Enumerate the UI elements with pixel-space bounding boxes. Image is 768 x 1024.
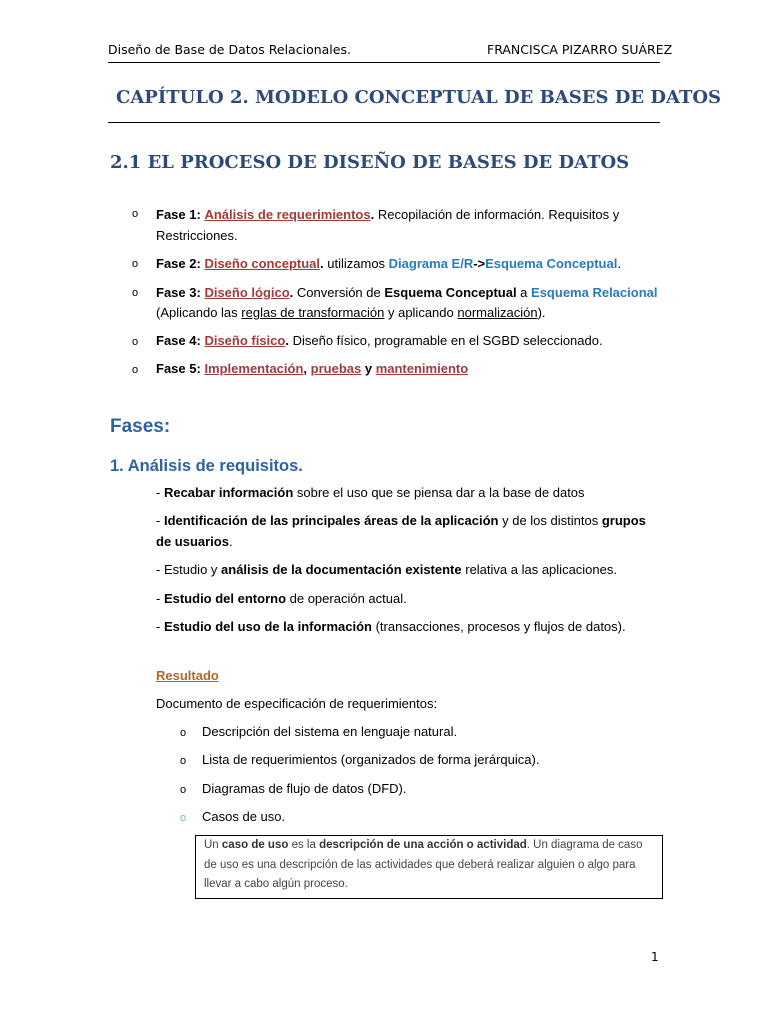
chapter-title: CAPÍTULO 2. MODELO CONCEPTUAL DE BASES DE DATOS — [116, 87, 722, 108]
item-identificacion-line2: de usuarios. — [156, 534, 233, 549]
phase-5-link-mantenimiento[interactable]: mantenimiento — [375, 361, 469, 376]
phase-2: Fase 2: Diseño conceptual. utilizamos Diagrama E/R->Esquema Conceptual. — [156, 256, 621, 271]
item-identificacion: - Identificación de las principales áreas de la aplicación y de los distintos grupos — [156, 513, 646, 528]
bullet-icon: o — [132, 364, 139, 376]
bullet-icon: o — [132, 336, 139, 348]
bullet-icon: o — [180, 812, 187, 824]
note-line-1: Un caso de uso es la descripción de una acción o actividad. Un diagrama de caso — [204, 839, 643, 851]
phase-3-line2: (Aplicando las reglas de transformación y aplicando normalización). — [156, 305, 546, 320]
item-estudio-entorno: - Estudio del entorno de operación actual. — [156, 591, 407, 606]
phase-3: Fase 3: Diseño lógico. Conversión de Esquema Conceptual a Esquema Relacional — [156, 285, 658, 300]
resultado-title: Resultado — [156, 668, 219, 683]
bullet-icon: o — [180, 755, 187, 767]
page-number: 1 — [651, 950, 659, 964]
resultado-item: Descripción del sistema en lenguaje natural. — [202, 724, 458, 739]
phase-3-link[interactable]: Diseño lógico — [204, 285, 290, 300]
bullet-icon: o — [132, 208, 139, 220]
note-line-2: de uso es una descripción de las actividades que deberá realizar alguien o algo para — [204, 859, 636, 871]
phase-5-link-implementacion[interactable]: Implementación — [204, 361, 304, 376]
caso-de-uso-note — [195, 835, 663, 899]
fases-heading: Fases: — [110, 416, 171, 437]
phase-1-link[interactable]: Análisis de requerimientos — [204, 207, 371, 222]
phase-2-link[interactable]: Diseño conceptual — [204, 256, 321, 271]
resultado-item: Diagramas de flujo de datos (DFD). — [202, 781, 407, 796]
phase-4-link[interactable]: Diseño físico — [204, 333, 286, 348]
phase-1-line2: Restricciones. — [156, 228, 238, 243]
item-estudio-uso: - Estudio del uso de la información (transacciones, procesos y flujos de datos). — [156, 619, 626, 634]
bullet-icon: o — [132, 287, 139, 299]
phase-5-link-pruebas[interactable]: pruebas — [310, 361, 362, 376]
chapter-rule — [108, 122, 660, 123]
item-estudio-documentacion: - Estudio y análisis de la documentación existente relativa a las aplicaciones. — [156, 562, 617, 577]
requisitos-subheading: 1. Análisis de requisitos. — [110, 457, 303, 475]
resultado-item: Lista de requerimientos (organizados de forma jerárquica). — [202, 752, 540, 767]
header-author: FRANCISCA PIZARRO SUÁREZ — [487, 42, 673, 57]
item-recabar: - Recabar información sobre el uso que se piensa dar a la base de datos — [156, 485, 585, 500]
phase-5: Fase 5: Implementación, pruebas y mantenimiento — [156, 361, 469, 376]
phase-1: Fase 1: Análisis de requerimientos. Recopilación de información. Requisitos y — [156, 207, 620, 222]
header-rule — [108, 62, 660, 63]
note-line-3: llevar a cabo algún proceso. — [204, 878, 348, 890]
header-document-title: Diseño de Base de Datos Relacionales. — [108, 42, 351, 57]
section-title: 2.1 EL PROCESO DE DISEÑO DE BASES DE DATOS — [110, 152, 630, 173]
bullet-icon: o — [180, 727, 187, 739]
phase-4: Fase 4: Diseño físico. Diseño físico, programable en el SGBD seleccionado. — [156, 333, 603, 348]
bullet-icon: o — [132, 258, 139, 270]
resultado-item: Casos de uso. — [202, 809, 286, 824]
resultado-intro: Documento de especificación de requerimientos: — [156, 696, 438, 711]
bullet-icon: o — [180, 784, 187, 796]
